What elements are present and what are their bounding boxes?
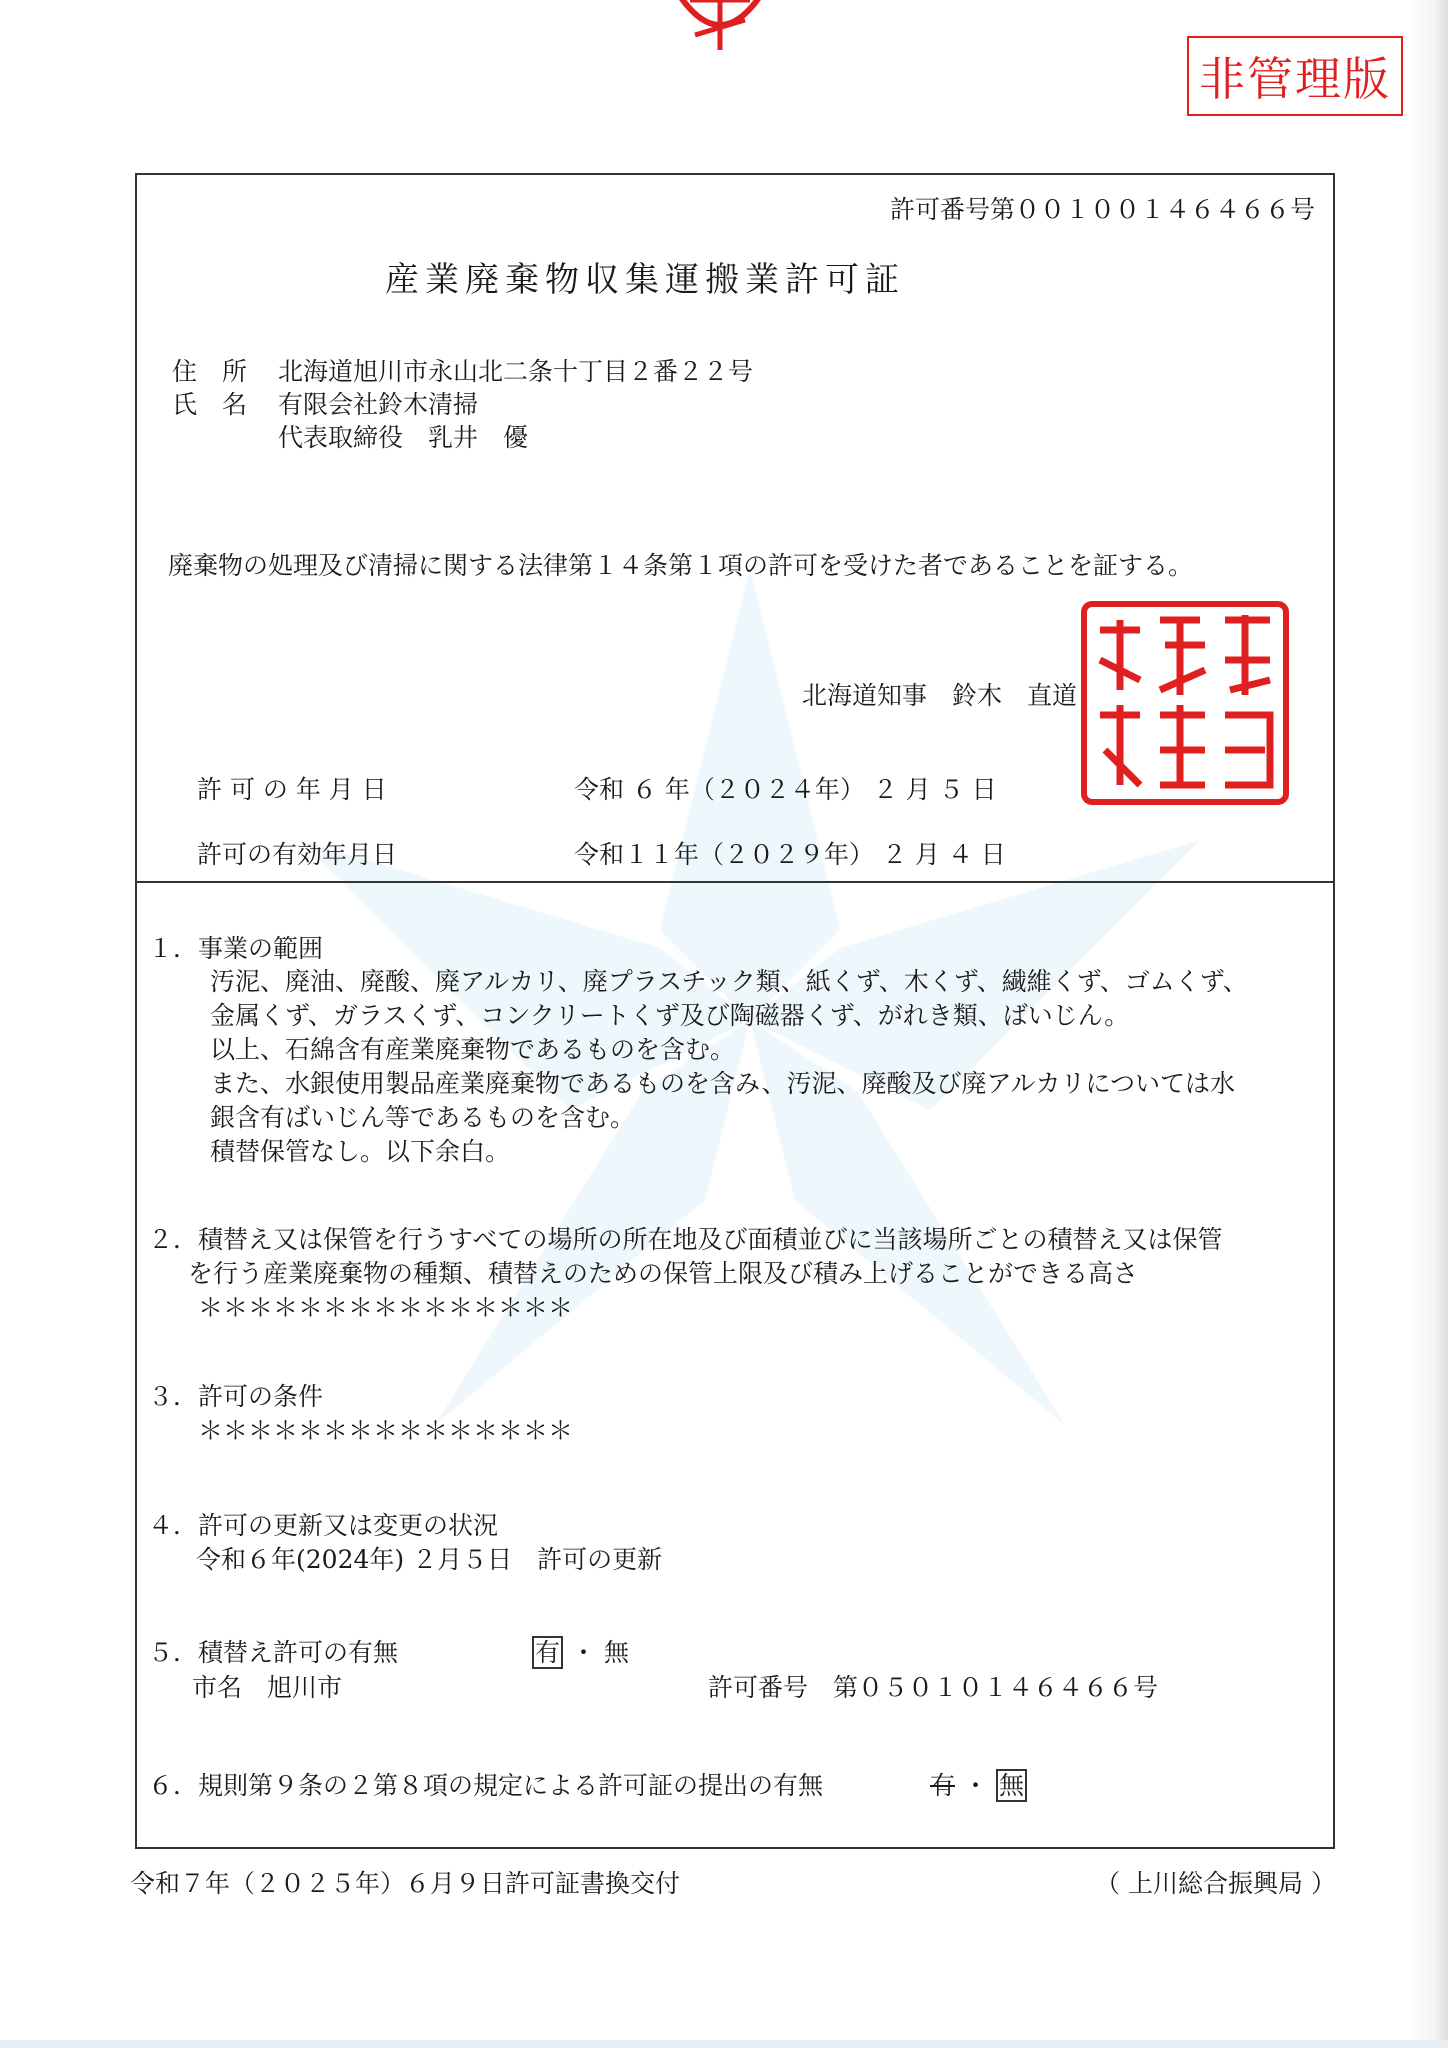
section-1-line: 汚泥、廃油、廃酸、廃アルカリ、廃プラスチック類、紙くず、木くず、繊維くず、ゴムくず、 (210, 967, 1248, 996)
partial-red-seal (660, 0, 780, 70)
section-6-yes-struck: 有 (930, 1771, 956, 1800)
section-divider (135, 881, 1333, 883)
company-name: 有限会社鈴木清掃 (278, 390, 479, 419)
address: 北海道旭川市永山北二条十丁目２番２２号 (278, 357, 754, 386)
section-2-heading-cont: を行う産業廃棄物の種類、積替えのための保管上限及び積み上げることができる高さ (188, 1259, 1139, 1288)
section-1-line: 以上、石綿含有産業廃棄物であるものを含む。 (210, 1035, 736, 1064)
scan-edge (1408, 0, 1448, 2048)
section-5-permit-number: 許可番号 第０５０１０１４６４６６号 (708, 1673, 1159, 1702)
section-6-heading: ６．規則第９条の２第８項の規定による許可証の提出の有無 (148, 1771, 824, 1800)
section-1-line: また、水銀使用製品産業廃棄物であるものを含み、汚泥、廃酸及び廃アルカリについては水 (210, 1069, 1236, 1098)
section-1-line: 銀含有ばいじん等であるものを含む。 (210, 1103, 636, 1132)
address-label: 住 所 (172, 357, 248, 386)
issuing-office: （ 上川総合振興局 ） (1095, 1869, 1336, 1898)
expiry-date: 令和１１年（２０２９年） ２ 月 ４ 日 (574, 840, 1006, 869)
section-1-line: 積替保管なし。以下余白。 (210, 1137, 511, 1166)
representative: 代表取締役 乳井 優 (278, 423, 529, 452)
scan-bottom-strip (0, 2040, 1448, 2048)
permit-number: 許可番号第００１００１４６４６６号 (889, 195, 1315, 224)
copy-mark-text: 非管理版 (1199, 52, 1391, 106)
section-5-heading: ５．積替え許可の有無 (148, 1638, 399, 1667)
section-6-choice (930, 1766, 1027, 1802)
section-5-yes-selected: 有 (532, 1636, 563, 1669)
section-3-value: ＊＊＊＊＊＊＊＊＊＊＊＊＊＊＊ (198, 1416, 574, 1445)
document-title: 産業廃棄物収集運搬業許可証 (385, 260, 905, 300)
section-4-value: 令和６年(2024年) ２月５日 許可の更新 (196, 1545, 663, 1574)
section-1-line: 金属くず、ガラスくず、コンクリートくず及び陶磁器くず、がれき類、ばいじん。 (210, 1001, 1130, 1030)
section-5-city: 市名 旭川市 (192, 1673, 343, 1702)
issuer: 北海道知事 鈴木 直道 (802, 681, 1078, 710)
section-1-heading: １．事業の範囲 (148, 934, 324, 963)
section-2-heading: ２．積替え又は保管を行うすべての場所の所在地及び面積並びに当該場所ごとの積替え又は保管 (148, 1225, 1223, 1254)
section-6-separator: ・ (962, 1771, 988, 1800)
section-6-no-selected: 無 (996, 1769, 1027, 1802)
name-label: 氏 名 (172, 390, 248, 419)
permit-date: 令和 ６ 年（２０２４年） ２ 月 ５ 日 (574, 775, 997, 804)
certification-statement: 廃棄物の処理及び清掃に関する法律第１４条第１項の許可を受けた者であることを証する。 (168, 551, 1194, 580)
non-controlled-copy-mark (1187, 36, 1403, 116)
section-4-heading: ４．許可の更新又は変更の状況 (148, 1511, 499, 1540)
section-2-value: ＊＊＊＊＊＊＊＊＊＊＊＊＊＊＊ (198, 1293, 574, 1322)
section-5-no: 無 (603, 1638, 629, 1667)
expiry-date-label: 許可の有効年月日 (197, 840, 398, 869)
section-5-choice (532, 1633, 629, 1669)
permit-date-label: 許 可 の 年 月 日 (197, 775, 387, 804)
section-5-separator: ・ (570, 1638, 596, 1667)
section-3-heading: ３．許可の条件 (148, 1382, 324, 1411)
reissue-date: 令和７年（２０２５年）６月９日許可証書換交付 (130, 1869, 681, 1898)
governor-seal (1080, 600, 1290, 806)
